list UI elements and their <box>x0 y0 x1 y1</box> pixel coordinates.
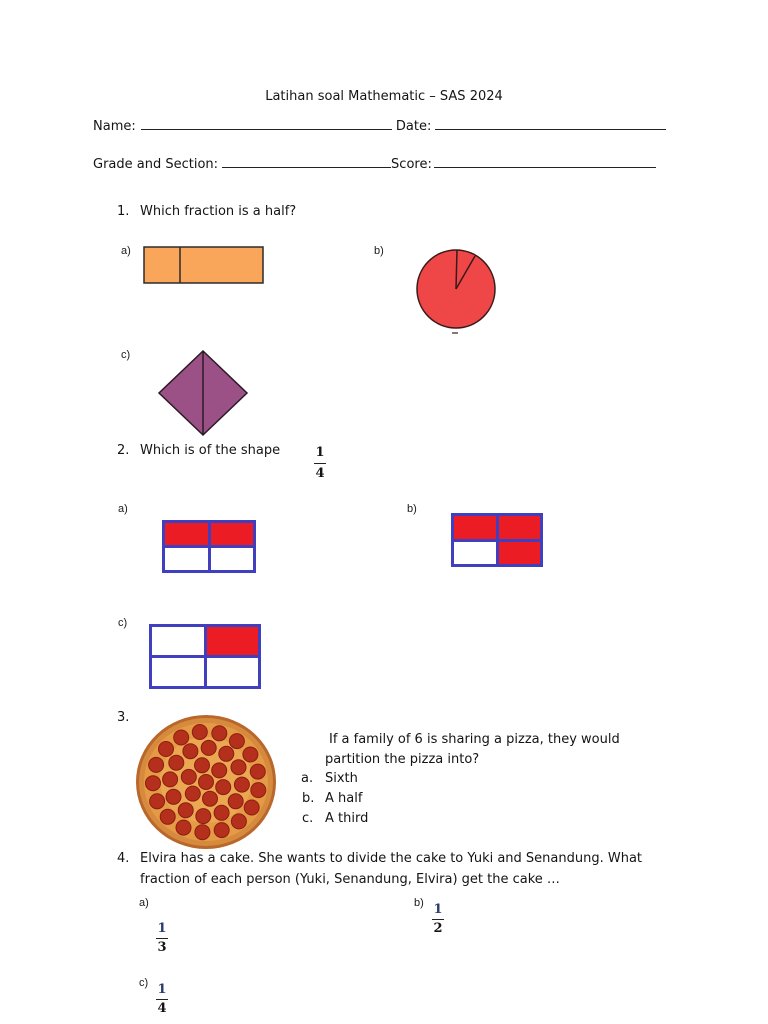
pepperoni <box>251 783 266 798</box>
fraction-grid-a <box>162 520 256 573</box>
pepperoni <box>163 772 178 787</box>
page-title: Latihan soal Mathematic – SAS 2024 <box>265 89 503 104</box>
question-3-number: 3. <box>117 710 130 725</box>
option-2c-label: c) <box>118 617 128 629</box>
option-4a-label: a) <box>139 897 149 909</box>
name-blank-line <box>141 128 392 130</box>
fraction-bar <box>156 938 168 939</box>
option-3b-label: b. <box>302 791 315 806</box>
pepperoni <box>195 825 210 840</box>
grade-score-row <box>93 157 656 173</box>
pepperoni <box>183 744 198 759</box>
pepperoni <box>181 769 196 784</box>
split-diamond-icon <box>157 349 249 437</box>
pepperoni <box>159 742 174 757</box>
option-1a-label: a) <box>121 245 131 257</box>
question-1-number: 1. <box>117 204 130 219</box>
grid-cell <box>454 542 496 565</box>
option-3a-text: Sixth <box>325 771 358 786</box>
option-3a-label: a. <box>301 771 314 786</box>
partitioned-circle-icon <box>410 244 502 338</box>
half-rectangle-icon <box>143 246 265 285</box>
grid-cell <box>152 627 204 655</box>
grid-cell <box>499 516 541 539</box>
date-blank-line <box>435 128 666 130</box>
option-3c-text: A third <box>325 811 369 826</box>
question-2-text: Which is of the shape <box>140 443 281 458</box>
pepperoni <box>201 740 216 755</box>
grid-cell <box>165 548 208 570</box>
question-4-text-line-2: fraction of each person (Yuki, Senandung, Elvira) get the cake … <box>140 872 560 887</box>
option-4b-fraction <box>430 903 446 936</box>
grid-cell <box>207 627 259 655</box>
name-date-row <box>93 119 666 135</box>
pepperoni <box>234 777 249 792</box>
pepperoni <box>146 776 161 791</box>
pepperoni <box>166 789 181 804</box>
pepperoni <box>176 820 191 835</box>
grid-cell <box>165 523 208 545</box>
option-4a-fraction <box>154 922 170 955</box>
pepperoni <box>244 800 259 815</box>
grade-label: Grade and Section: <box>93 157 219 172</box>
pepperoni <box>169 755 184 770</box>
date-label: Date: <box>395 119 432 134</box>
option-1b-label: b) <box>374 245 384 257</box>
pepperoni <box>174 730 189 745</box>
pepperoni <box>216 780 231 795</box>
pepperoni <box>185 786 200 801</box>
option-2a-label: a) <box>118 503 128 515</box>
pepperoni <box>195 758 210 773</box>
fraction-grid-c <box>149 624 261 689</box>
fraction-bar <box>432 919 444 920</box>
fraction-denominator: 3 <box>157 940 167 955</box>
pepperoni <box>250 764 265 779</box>
option-4b-label: b) <box>414 897 424 909</box>
question-3-text-line-2: partition the pizza into? <box>325 752 480 767</box>
fraction-grid-b <box>451 513 543 567</box>
grid-cell <box>211 548 254 570</box>
grid-cell <box>499 542 541 565</box>
question-2-number: 2. <box>117 443 130 458</box>
grade-blank-line <box>222 166 391 168</box>
question-4-text-line-1: Elvira has a cake. She wants to divide the cake to Yuki and Senandung. What <box>140 851 643 866</box>
fraction-numerator: 1 <box>433 902 443 917</box>
pepperoni <box>150 794 165 809</box>
option-3c-label: c. <box>302 811 314 826</box>
pepperoni <box>228 794 243 809</box>
grid-cell <box>207 658 259 686</box>
pepperoni <box>212 763 227 778</box>
pepperoni <box>149 757 164 772</box>
fraction-numerator: 1 <box>157 921 167 936</box>
pepperoni <box>231 814 246 829</box>
pepperoni <box>178 803 193 818</box>
pepperoni <box>199 775 214 790</box>
option-3b-text: A half <box>325 791 363 806</box>
pepperoni <box>229 734 244 749</box>
pepperoni <box>203 791 218 806</box>
fraction-denominator: 4 <box>157 1001 167 1016</box>
pepperoni <box>231 760 246 775</box>
name-label: Name: <box>93 119 136 134</box>
pepperoni <box>219 746 234 761</box>
pepperoni <box>214 823 229 838</box>
option-4c-label: c) <box>139 977 149 989</box>
pizza-image <box>135 714 277 850</box>
pepperoni <box>160 809 175 824</box>
fraction-bar <box>156 999 168 1000</box>
question-3-text-line-1: If a family of 6 is sharing a pizza, they would <box>329 732 620 747</box>
grid-cell <box>152 658 204 686</box>
question-4-number: 4. <box>117 851 130 866</box>
fraction-denominator: 4 <box>315 466 325 481</box>
option-4c-fraction <box>154 983 170 1016</box>
question-1-text: Which fraction is a half? <box>140 204 297 219</box>
option-2b-label: b) <box>407 503 417 515</box>
grid-cell <box>454 516 496 539</box>
fraction-numerator: 1 <box>315 445 325 460</box>
question-2-fraction <box>312 445 328 482</box>
pepperoni <box>192 725 207 740</box>
fraction-bar <box>314 463 326 464</box>
score-label: Score: <box>391 157 432 172</box>
pepperoni <box>196 809 211 824</box>
fraction-denominator: 2 <box>433 921 443 936</box>
pepperoni <box>214 805 229 820</box>
grid-cell <box>211 523 254 545</box>
pepperoni <box>212 726 227 741</box>
pepperoni <box>243 747 258 762</box>
option-1c-label: c) <box>121 349 131 361</box>
score-blank-line <box>434 166 656 168</box>
fraction-numerator: 1 <box>157 982 167 997</box>
